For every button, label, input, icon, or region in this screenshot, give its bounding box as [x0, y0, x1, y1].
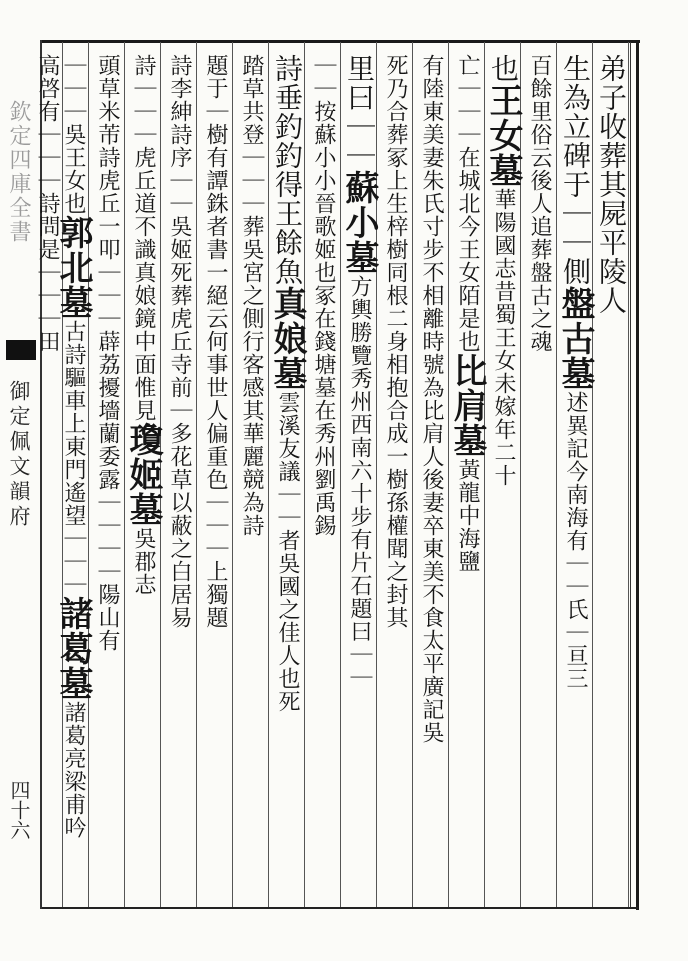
- entry-heading: 郭北墓: [53, 215, 93, 320]
- column-text: 題于｜樹有譚銖者書一絕云何事世人偏重色｜｜｜上獨題: [203, 54, 228, 629]
- entry-heading: 諸葛墓: [53, 596, 93, 701]
- text-column-4: [484, 54, 522, 902]
- text-column-15: [88, 54, 126, 902]
- entry-annotation: 述異記今南海有｜｜氏｜亘三: [563, 391, 588, 690]
- column-text: 詩｜｜｜虎丘道不識真娘鏡中面惟見: [131, 54, 156, 422]
- entry-annotation: 華陽國志昔蜀王女未嫁年二十: [491, 188, 516, 487]
- fishtail-cut-icon: [6, 358, 36, 370]
- text-column-8: [340, 54, 378, 902]
- column-text: 也: [487, 54, 520, 83]
- frame-bottom-border: [40, 907, 638, 909]
- entry-annotation: 黃龍中海鹽: [455, 458, 480, 573]
- frame-right-border: [636, 40, 639, 910]
- entry-heading: 盤古墓: [555, 286, 595, 391]
- column-text: 生為立碑于｜｜側: [559, 54, 592, 286]
- text-column-11: [232, 54, 270, 902]
- entry-heading: 王女墓: [483, 83, 523, 188]
- frame-right-inner-border: [630, 42, 631, 908]
- entry-heading: 真娘墓: [267, 286, 307, 391]
- column-text: 弟子收葬其屍平陵人: [595, 54, 628, 315]
- column-text: 詩李紳詩序｜｜吳姬死葬虎丘寺前｜多花草以蔽之白居易: [167, 54, 192, 629]
- column-text: ｜｜｜吳王女也: [61, 54, 86, 215]
- text-column-16: [53, 54, 93, 902]
- text-column-17: [35, 54, 66, 902]
- margin-book-title: 欽定四庫全書: [6, 100, 31, 244]
- entry-heading: 蘇小墓: [339, 170, 379, 275]
- column-text: ｜｜按蘇小小晉歌姬也冢在錢塘墓在秀州劉禹錫: [311, 54, 336, 537]
- text-column-14: [124, 54, 162, 902]
- column-text: 亡｜｜｜在城北今王女陌是也: [455, 54, 480, 353]
- entry-annotation: 問是｜｜｜田: [35, 215, 60, 353]
- text-column-2: [556, 54, 594, 902]
- entry-heading: 瓊姬墓: [123, 422, 163, 527]
- column-text: 百餘里俗云後人追葬盤古之魂: [527, 54, 552, 353]
- text-column-3: [520, 54, 558, 902]
- text-column-6: [412, 54, 450, 902]
- text-column-5: [448, 54, 486, 902]
- entry-annotation: 雲溪友議｜｜者吳國之佳人也死: [275, 391, 300, 713]
- column-text: 有陸東美妻朱氏寸步不相離時號為比肩人後妻卒東美不食太平廣記吳: [419, 54, 444, 744]
- column-text: 死乃合葬冢上生梓樹同根二身相抱合成一樹孫權聞之封其: [383, 54, 408, 629]
- column-text: 高啓有｜｜｜詩: [35, 54, 60, 215]
- column-text: 詩垂釣釣得王餘魚: [271, 54, 304, 286]
- text-column-13: [160, 54, 198, 902]
- column-text: 頭草米芾詩虎丘一叩｜｜｜薜荔擾墻蘭委露｜｜｜｜陽山有: [95, 54, 120, 652]
- margin-page-number: 四十六: [7, 780, 31, 840]
- entry-annotation: 方輿勝覽秀州西南六十步有片石題曰｜｜: [347, 275, 372, 689]
- text-column-7: [376, 54, 414, 902]
- column-text: 里曰｜｜: [343, 54, 376, 170]
- entry-annotation: 古詩驅車上東門遙望: [61, 320, 86, 527]
- text-column-9: [304, 54, 342, 902]
- entry-annotation: 吳郡志: [131, 527, 156, 596]
- entry-annotation: 諸葛亮梁甫吟: [61, 701, 86, 839]
- entry-heading: 比肩墓: [447, 353, 487, 458]
- text-column-12: [196, 54, 234, 902]
- column-text: 踏草共登｜｜｜葬吳宮之側行客感其華麗競為詩: [239, 54, 264, 537]
- margin-work-title: 御定佩文韻府: [7, 380, 31, 530]
- text-column-10: [268, 54, 306, 902]
- entry-annotation: ｜｜｜: [61, 527, 86, 596]
- text-column-1: [592, 54, 630, 902]
